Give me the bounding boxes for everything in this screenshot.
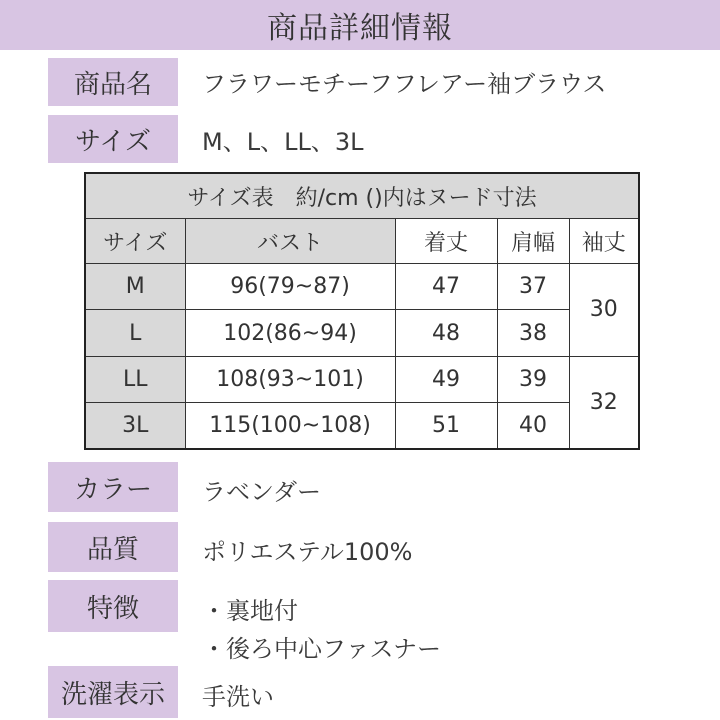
cell-shoulder: 40 [497,402,569,449]
material-label: 品質 [48,522,178,572]
size-table-caption: サイズ表 約/cm ()内はヌード寸法 [85,173,639,219]
cell-size: LL [85,356,185,402]
cell-shoulder: 38 [497,310,569,356]
cell-size: 3L [85,402,185,449]
header-shoulder: 肩幅 [497,219,569,264]
size-value: M、L、LL、3L [202,128,364,156]
product-name-value: フラワーモチーフフレアー袖ブラウス [202,70,607,98]
cell-shoulder: 39 [497,356,569,402]
table-row [85,310,639,356]
cell-length: 49 [395,356,497,402]
header-length: 着丈 [395,219,497,264]
page-title: 商品詳細情報 [0,0,720,50]
feature-item: ・裏地付 [202,597,298,625]
color-value: ラベンダー [202,478,322,506]
table-row [85,402,639,449]
cell-sleeve: 30 [569,264,639,356]
cell-length: 51 [395,402,497,449]
header-size: サイズ [85,219,185,264]
size-label: サイズ [48,115,178,163]
cell-size: M [85,264,185,310]
cell-bust: 96(79~87) [185,264,395,310]
cell-size: L [85,310,185,356]
table-row [85,356,639,402]
color-label: カラー [48,462,178,512]
cell-bust: 115(100~108) [185,402,395,449]
feature-item: ・後ろ中心ファスナー [202,635,442,663]
features-label: 特徴 [48,580,178,632]
product-name-label: 商品名 [48,58,178,106]
care-label: 洗濯表示 [48,666,178,718]
size-table [84,172,640,450]
cell-bust: 102(86~94) [185,310,395,356]
material-value: ポリエステル100% [202,538,413,566]
cell-shoulder: 37 [497,264,569,310]
cell-length: 48 [395,310,497,356]
table-row [85,264,639,310]
header-bust: バスト [185,219,395,264]
care-value: 手洗い [202,683,274,711]
cell-length: 47 [395,264,497,310]
header-sleeve: 袖丈 [569,219,639,264]
cell-sleeve: 32 [569,356,639,449]
cell-bust: 108(93~101) [185,356,395,402]
